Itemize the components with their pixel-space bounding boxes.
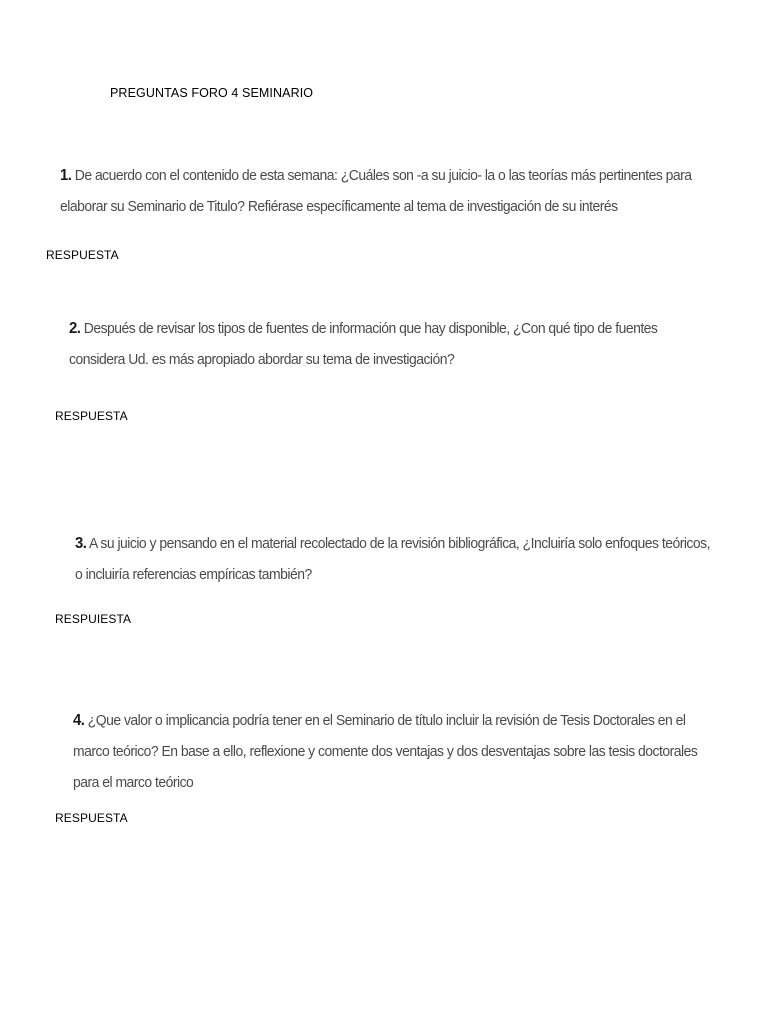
question-3-text-line-1: A su juicio y pensando en el material recolectado de la revisión bibliográfica, ¿Incluiría solo enfoques teóricos, xyxy=(88,535,710,552)
answer-label-2: RESPUESTA xyxy=(55,409,128,423)
question-2-line-1 xyxy=(69,313,657,344)
question-4-text-line-3: para el marco teórico xyxy=(73,774,194,791)
question-3-text-line-2: o incluiría referencias empíricas también? xyxy=(75,566,312,583)
question-2 xyxy=(69,313,657,375)
answer-label-3: RESPUIESTA xyxy=(55,612,132,626)
question-3 xyxy=(75,528,710,590)
question-4-number: 4. xyxy=(73,712,85,729)
answer-label-4: RESPUESTA xyxy=(55,811,128,825)
question-2-text-line-1: Después de revisar los tipos de fuentes de información que hay disponible, ¿Con qué tipo de fuentes xyxy=(83,320,658,337)
question-2-number: 2. xyxy=(69,320,81,337)
answer-label-1: RESPUESTA xyxy=(46,248,119,262)
question-1-number: 1. xyxy=(60,167,72,184)
question-4-line-1 xyxy=(73,705,697,736)
question-3-number: 3. xyxy=(75,535,87,552)
question-4-text-line-2: marco teórico? En base a ello, reflexione y comente dos ventajas y dos desventajas sobre las tesis doctorales xyxy=(73,743,698,760)
question-3-line-1 xyxy=(75,528,710,559)
question-1-line-1 xyxy=(60,160,692,191)
question-4-text-line-1: ¿Que valor o implicancia podría tener en el Seminario de título incluir la revisión de Tesis Doctorales en el xyxy=(87,712,686,729)
question-2-text-line-2: considera Ud. es más apropiado abordar su tema de investigación? xyxy=(69,351,455,368)
question-1-text-line-1: De acuerdo con el contenido de esta semana: ¿Cuáles son -a su juicio- la o las teorías más pertinentes para xyxy=(74,167,692,184)
question-4 xyxy=(73,705,697,798)
question-1 xyxy=(60,160,692,222)
question-1-text-line-2: elaborar su Seminario de Titulo? Refiérase específicamente al tema de investigación de su interés xyxy=(60,198,618,215)
document-title: PREGUNTAS FORO 4 SEMINARIO xyxy=(110,86,314,100)
